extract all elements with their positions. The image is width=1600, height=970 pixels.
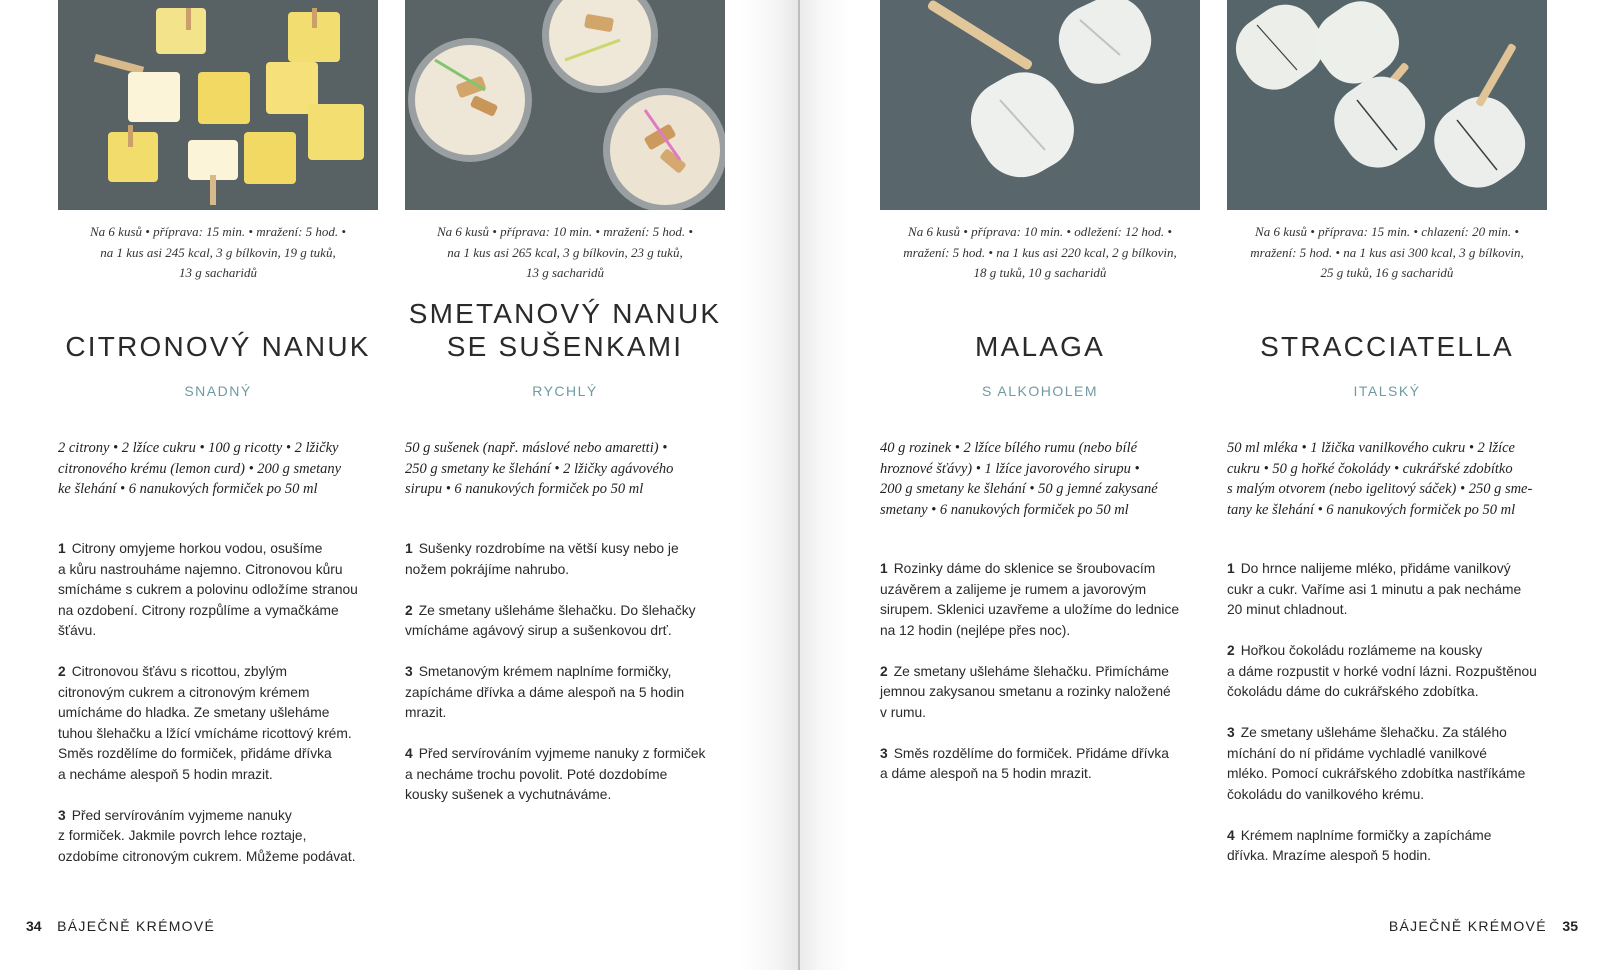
meta-line: 18 g tuků, 10 g sacharidů — [973, 265, 1107, 280]
step — [1227, 559, 1552, 621]
gutter-shadow — [800, 0, 850, 970]
step-text: Směs rozdělíme do formiček, přidáme dřívka — [58, 746, 332, 761]
step-number: 4 — [1227, 827, 1235, 843]
meta-line: Na 6 kusů • příprava: 10 min. • mražení: 5 hod. • — [437, 224, 693, 239]
step-text: míchání do ní přidáme vychladlé vanilkové — [1227, 745, 1487, 761]
step-number: 2 — [880, 663, 888, 679]
ingredients-line: hroznové šťávy) • 1 lžíce javorového sirupu • — [880, 460, 1140, 477]
ingredients — [1227, 438, 1552, 520]
ingredients-line: smetany • 6 nanukových formiček po 50 ml — [880, 501, 1129, 518]
meta-line: 13 g sacharidů — [179, 265, 257, 280]
step — [1227, 723, 1552, 805]
step-number: 1 — [880, 561, 888, 576]
ingredients-line: 50 g sušenek (např. máslové nebo amaretti) • — [405, 440, 668, 456]
steps — [1227, 559, 1552, 887]
step — [405, 744, 730, 806]
title-line: CITRONOVÝ NANUK — [65, 331, 371, 362]
recipe-title — [1227, 330, 1547, 363]
ingredients-line: 200 g smetany ke šlehání • 50 g jemné zakysané — [880, 481, 1158, 497]
ingredients-line: 50 ml mléka • 1 lžička vanilkového cukru • 2 lžíce — [1227, 440, 1515, 456]
step-text: tuhou šlehačku a lžící vmícháme ricottový krém. — [58, 725, 352, 741]
step — [58, 806, 383, 868]
step-number: 2 — [1227, 643, 1235, 658]
running-head: BÁJEČNĚ KRÉMOVÉ — [1388, 918, 1547, 934]
ingredients — [880, 438, 1205, 520]
meta-line: na 1 kus asi 265 kcal, 3 g bílkovin, 23 g tuků, — [447, 244, 683, 260]
step-text: mrazit. — [405, 705, 447, 720]
step-text: citronovým cukrem a citronovým krémem — [58, 684, 310, 700]
step — [58, 662, 383, 785]
step-number: 2 — [405, 602, 413, 618]
step — [880, 744, 1205, 785]
step-text: a kůru nastrouháme najemno. Citronovou kůru — [58, 561, 343, 577]
step-number: 2 — [58, 664, 66, 679]
step-text: uzávěrem a zalijeme je rumem a javorovým — [880, 581, 1147, 597]
step-text: Smetanovým krémem naplníme formičky, — [418, 664, 672, 679]
meta-line: Na 6 kusů • příprava: 15 min. • mražení: 5 hod. • — [90, 224, 346, 239]
steps — [880, 559, 1205, 805]
title-line: STRACCIATELLA — [1260, 331, 1514, 362]
step-number: 1 — [1227, 561, 1235, 576]
title-line: MALAGA — [975, 331, 1105, 362]
step-text: Rozinky dáme do sklenice se šroubovacím — [893, 561, 1156, 576]
ingredients — [58, 438, 383, 500]
step-text: z formiček. Jakmile povrch lehce roztaje, — [58, 828, 307, 843]
ingredients-line: 40 g rozinek • 2 lžíce bílého rumu (nebo bílé — [880, 440, 1138, 456]
recipe-meta — [880, 222, 1200, 284]
title-line: SMETANOVÝ NANUK — [408, 298, 722, 329]
step-text: smícháme s cukrem a polovinu odložíme stranou — [58, 582, 358, 597]
ingredients-line: sirupu • 6 nanukových formiček po 50 ml — [405, 481, 644, 497]
left-footer — [26, 918, 215, 934]
step-number: 4 — [405, 746, 413, 761]
step-number: 1 — [405, 541, 413, 556]
step — [405, 601, 730, 642]
step-number: 1 — [58, 541, 66, 556]
step-text: na 12 hodin (nejlépe přes noc). — [880, 622, 1071, 638]
recipe-meta — [1227, 222, 1547, 284]
step-text: ozdobíme citronovým cukrem. Můžeme podávat. — [58, 848, 356, 864]
step-text: jemnou zakysanou smetanu a rozinky naložené — [880, 684, 1171, 699]
ingredients-line: cukru • 50 g hořké čokolády • cukrářské zdobítko — [1227, 460, 1513, 477]
step-text: vmícháme agávový sirup a sušenkovou drť. — [405, 623, 672, 638]
step-text: v rumu. — [880, 704, 926, 720]
step — [1227, 641, 1552, 703]
step-text: Před servírováním vyjmeme nanuky z formiček — [418, 746, 706, 761]
recipe-title — [58, 330, 378, 363]
step-text: a necháme trochu povolit. Poté dozdobíme — [405, 766, 668, 782]
step — [58, 539, 383, 642]
ingredients-line: ke šlehání • 6 nanukových formiček po 50 ml — [58, 481, 318, 497]
page-number: 35 — [1562, 918, 1578, 934]
meta-line: 13 g sacharidů — [526, 265, 604, 280]
meta-line: Na 6 kusů • příprava: 10 min. • odležení: 12 hod. • — [908, 224, 1172, 239]
cream-with-cookies-bowls-photo — [405, 0, 725, 210]
step-text: na ozdobení. Citrony rozpůlíme a vymačkáme — [58, 602, 339, 618]
ingredients — [405, 438, 730, 500]
malaga-popsicles-photo — [880, 0, 1200, 210]
steps — [58, 539, 383, 888]
recipe-meta — [405, 222, 725, 284]
step-text: Před servírováním vyjmeme nanuky — [71, 807, 292, 823]
step-text: šťávu. — [58, 623, 97, 638]
ingredients-line: tany ke šlehání • 6 nanukových formiček po 50 ml — [1227, 501, 1516, 518]
gutter-shadow — [740, 0, 800, 970]
recipe-tag: SNADNÝ — [184, 383, 252, 399]
step-text: čokoládu do vanilkového krému. — [1227, 786, 1425, 802]
step-text: Ze smetany ušleháme šlehačku. Do šlehačky — [418, 602, 696, 618]
step-text: Sušenky rozdrobíme na větší kusy nebo je — [418, 541, 679, 556]
step-number: 3 — [880, 745, 888, 761]
step-number: 3 — [58, 807, 66, 823]
step-text: Citronovou šťávu s ricottou, zbylým — [71, 664, 287, 679]
ingredients-line: 250 g smetany ke šlehání • 2 lžičky agávového — [405, 460, 674, 477]
step — [880, 559, 1205, 641]
step-text: dřívka. Mrazíme alespoň 5 hodin. — [1227, 848, 1431, 863]
step-text: čokoládu dáme do cukrářského zdobítka. — [1227, 684, 1479, 699]
running-head: BÁJEČNĚ KRÉMOVÉ — [57, 918, 216, 934]
step-text: mléko. Pomocí cukrářského zdobítka nastříkáme — [1227, 766, 1526, 781]
step — [880, 662, 1205, 724]
step-text: a dáme alespoň na 5 hodin mrazit. — [880, 766, 1092, 781]
step-text: Ze smetany ušleháme šlehačku. Za stálého — [1240, 725, 1507, 740]
meta-line: mražení: 5 hod. • na 1 kus asi 220 kcal, 2 g bílkovin, — [903, 244, 1177, 260]
step-text: a dáme rozpustit v horké vodní lázni. Rozpuštěnou — [1227, 663, 1537, 679]
meta-line: Na 6 kusů • příprava: 15 min. • chlazení: 20 min. • — [1255, 224, 1519, 239]
ingredients-line: s malým otvorem (nebo igelitový sáček) • 250 g sme- — [1227, 481, 1533, 497]
recipe-tag: ITALSKÝ — [1353, 383, 1421, 399]
step-text: kousky sušenek a vychutnáváme. — [405, 787, 612, 802]
step-text: zapícháme dřívka a dáme alespoň na 5 hodin — [405, 684, 685, 700]
step-text: Směs rozdělíme do formiček. Přidáme dřívka — [893, 745, 1169, 761]
recipe-tag: RYCHLÝ — [532, 383, 598, 399]
recipe-title — [405, 297, 725, 363]
recipe-title — [880, 330, 1200, 363]
meta-line: mražení: 5 hod. • na 1 kus asi 300 kcal, 3 g bílkovin, — [1250, 244, 1524, 260]
step-text: 20 minut chladnout. — [1227, 602, 1348, 617]
step-text: nožem pokrájíme nahrubo. — [405, 561, 570, 577]
step-text: cukr a cukr. Vaříme asi 1 minutu a pak necháme — [1227, 581, 1522, 597]
meta-line: 25 g tuků, 16 g sacharidů — [1320, 265, 1454, 280]
lemon-ice-cream-cubes-photo — [58, 0, 378, 210]
step-text: umícháme do hladka. Ze smetany ušleháme — [58, 705, 330, 720]
step-text: sirupem. Sklenici uzavřeme a uložíme do lednice — [880, 602, 1180, 617]
step-text: a necháme alespoň 5 hodin mrazit. — [58, 766, 273, 782]
step-text: Citrony omyjeme horkou vodou, osušíme — [71, 541, 323, 556]
stracciatella-popsicles-photo — [1227, 0, 1547, 210]
step-text: Do hrnce nalijeme mléko, přidáme vanilkový — [1240, 561, 1511, 576]
step-number: 3 — [405, 664, 413, 679]
meta-line: na 1 kus asi 245 kcal, 3 g bílkovin, 19 g tuků, — [100, 244, 336, 260]
right-footer — [1389, 918, 1578, 934]
step — [405, 662, 730, 724]
step-text: Hořkou čokoládu rozlámeme na kousky — [1240, 643, 1483, 658]
title-line: SE SUŠENKAMI — [446, 331, 684, 362]
page-number: 34 — [26, 918, 42, 934]
step — [405, 539, 730, 580]
ingredients-line: 2 citrony • 2 lžíce cukru • 100 g ricotty • 2 lžičky — [58, 440, 339, 456]
recipe-tag: S ALKOHOLEM — [981, 383, 1099, 399]
right-page — [800, 0, 1600, 970]
steps — [405, 539, 730, 826]
ingredients-line: citronového krému (lemon curd) • 200 g smetany — [58, 460, 342, 477]
step — [1227, 826, 1552, 867]
recipe-meta — [58, 222, 378, 284]
step-text: Krémem naplníme formičky a zapícháme — [1240, 827, 1492, 843]
step-text: Ze smetany ušleháme šlehačku. Přimícháme — [893, 663, 1169, 679]
step-number: 3 — [1227, 725, 1235, 740]
